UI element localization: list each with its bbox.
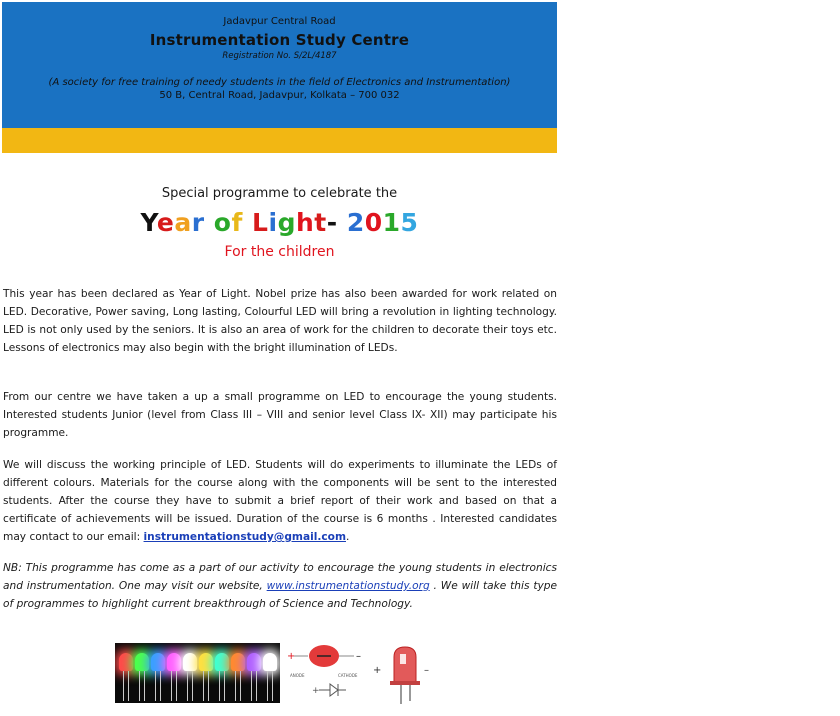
header-registration: Registration No. S/2L/4187 (222, 51, 337, 61)
title-letter: Y (140, 208, 157, 237)
svg-text:+: + (373, 665, 382, 676)
website-link[interactable]: www.instrumentationstudy.org (266, 580, 430, 592)
title-letter: i (268, 208, 278, 237)
led-glow (231, 653, 245, 671)
svg-text:–: – (424, 665, 429, 676)
led-leg (208, 671, 209, 701)
title-letter: a (174, 208, 192, 237)
course-end: . (346, 531, 350, 543)
led-leg (267, 671, 268, 701)
led-leg (144, 671, 145, 701)
title-letter (205, 208, 214, 237)
led-leg (123, 671, 124, 701)
header-stripe (2, 128, 557, 153)
led-glow (247, 653, 261, 671)
led-glow (183, 653, 197, 671)
led-leg (171, 671, 172, 701)
led-diagram-svg (286, 643, 366, 705)
plus-sign: + (287, 651, 296, 662)
intro-subtitle: For the children (224, 244, 335, 260)
paragraph-intro: This year has been declared as Year of Light. Nobel prize has also been awarded for work related on LED. Decorative, Power saving, Long lasting, Colourful LED will bring a revolution in lighting technology. LED is not only used by the seniors. It is also an area of work for the children to decorate their toys etc. Lessons of electronics may also begin with the bright illumination of LEDs. (3, 288, 557, 354)
led-leg (219, 671, 220, 701)
note-text: NB: This programme has come as a part of our activity to encourage the young students in electronics and instrumentation. One may visit our website, (3, 562, 557, 592)
title-letter: L (252, 208, 269, 237)
led-body (394, 647, 416, 683)
led-component-svg (372, 643, 447, 705)
led-leg (251, 671, 252, 701)
diode-symbol (330, 684, 338, 696)
anode-label: ANODE (290, 673, 305, 678)
title-letter: 2 (346, 208, 365, 237)
title-letter: 5 (400, 208, 419, 237)
header-banner (2, 2, 557, 128)
cathode-label: CATHODE (338, 673, 358, 678)
intro-line: Special programme to celebrate the (161, 186, 398, 201)
led-component-drawing (372, 643, 447, 705)
led-leg (272, 671, 273, 701)
led-glow (167, 653, 181, 671)
led-leg (128, 671, 129, 701)
header-society: (A society for free training of needy students in the field of Electronics and Instrumentation) (48, 77, 511, 88)
led-leg (256, 671, 257, 701)
title-letter: t (314, 208, 327, 237)
led-leg (224, 671, 225, 701)
course-text: We will discuss the working principle of LED. Students will do experiments to illuminate the LEDs of different colours. Materials for the course along with the components will be sent to the interested students. After the course they have to submit a brief report of their work and based on that a certificate of achievements will be issued. Duration of the course is 6 months . Interested candidates may contact to our email: (3, 459, 557, 543)
led-glow (263, 653, 277, 671)
led-leg (176, 671, 177, 701)
paragraph-course (3, 456, 557, 546)
svg-text:+: + (312, 686, 320, 696)
title-letter: o (213, 208, 232, 237)
title-letter: g (277, 208, 296, 237)
paragraph-note (3, 559, 557, 613)
led-glow (119, 653, 133, 671)
title-letter: - (326, 208, 347, 237)
title-letter: h (295, 208, 315, 237)
title-letter: f (231, 208, 243, 237)
title-letter: 1 (382, 208, 401, 237)
note-end: . We will take this type of programmes to highlight current breakthrough of Science and Technology. (3, 580, 557, 610)
led-glow (151, 653, 165, 671)
title-letter (243, 208, 252, 237)
year-of-light-title (2, 208, 557, 237)
email-link[interactable]: instrumentationstudy@gmail.com (143, 531, 346, 543)
header-road: Jadavpur Central Road (223, 16, 336, 27)
led-leg (187, 671, 188, 701)
led-leg (203, 671, 204, 701)
led-leg (235, 671, 236, 701)
title-letter: 0 (364, 208, 383, 237)
led-leg (155, 671, 156, 701)
led-glow (215, 653, 229, 671)
title-letter: r (191, 208, 205, 237)
led-photo (115, 643, 280, 703)
led-leg (192, 671, 193, 701)
led-glow (135, 653, 149, 671)
paragraph-programme: From our centre we have taken a up a small programme on LED to encourage the young students. Interested students Junior (level from Class III – VIII and senior level Class IX- XII) may participate his programme. (3, 391, 557, 439)
header-title: Instrumentation Study Centre (149, 31, 410, 49)
led-symbol-diagram (286, 643, 366, 705)
led-leg (160, 671, 161, 701)
led-leg (240, 671, 241, 701)
title-letter: e (156, 208, 175, 237)
minus-sign: – (356, 651, 361, 662)
led-leg (139, 671, 140, 701)
header-address: 50 B, Central Road, Jadavpur, Kolkata – 700 032 (159, 90, 400, 101)
led-glow (199, 653, 213, 671)
